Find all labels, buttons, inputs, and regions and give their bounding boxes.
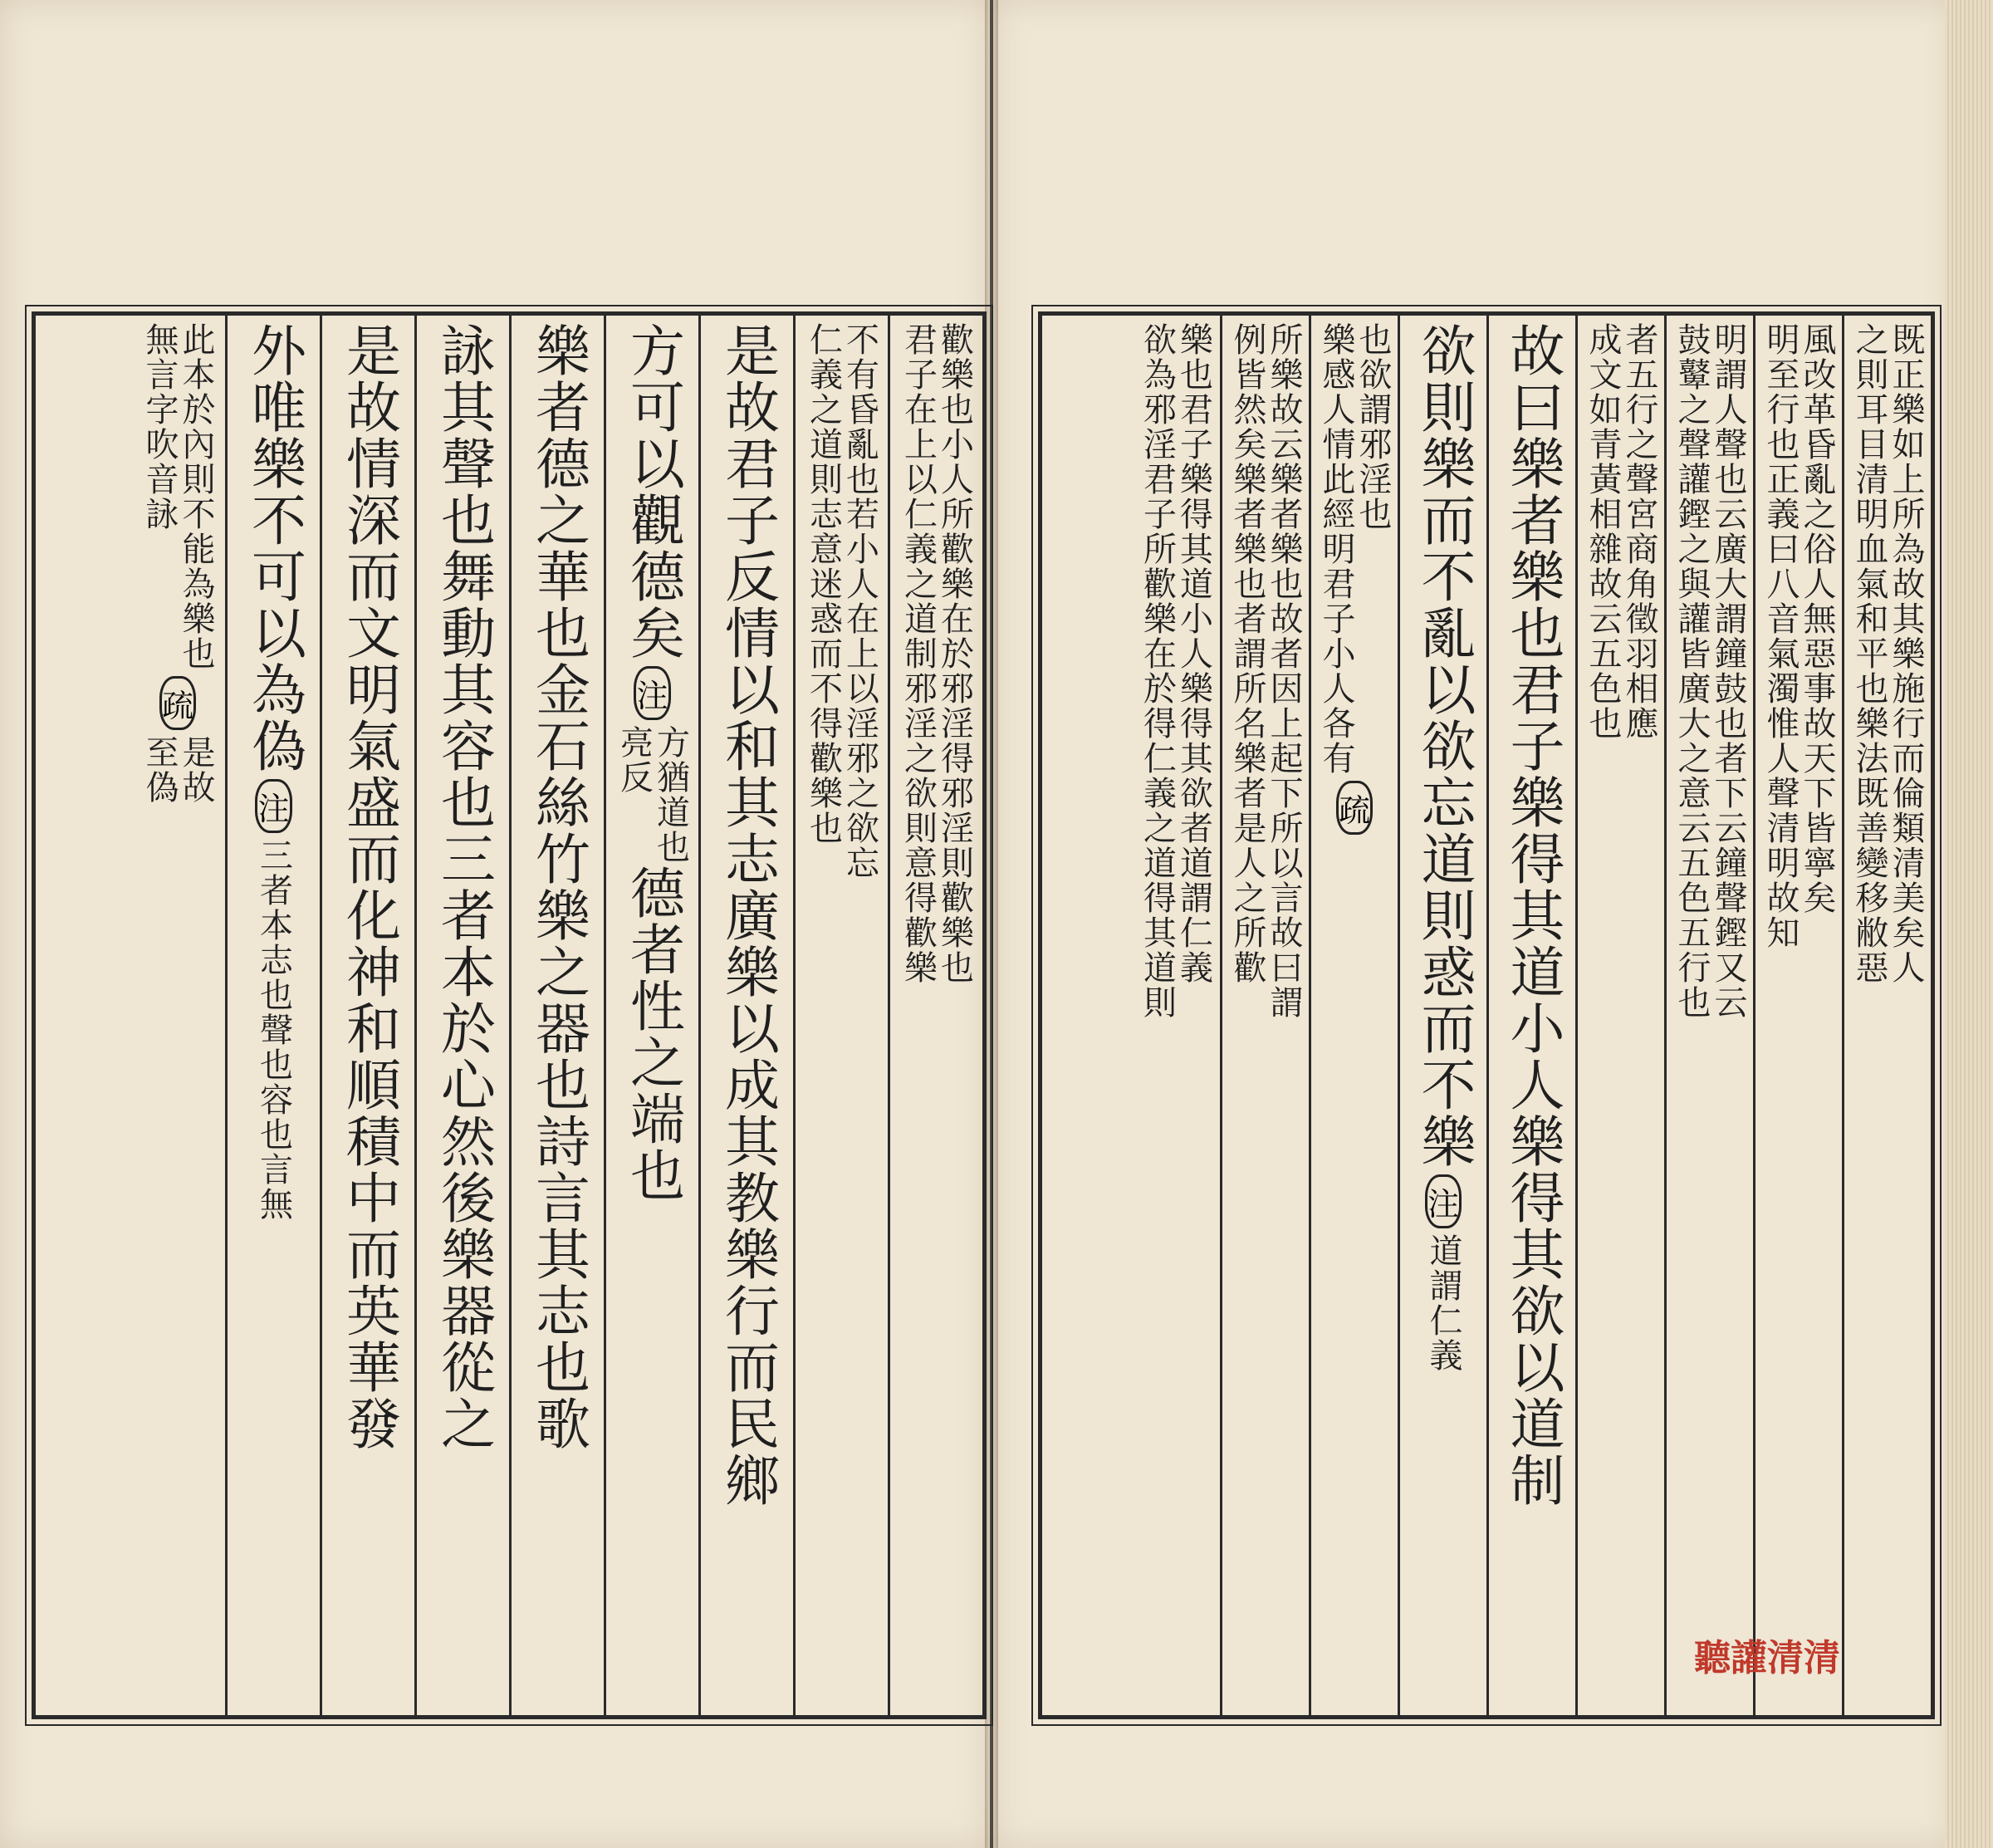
main-text: 詠其聲也舞動其容也三者本於心然後樂器從之 [431, 322, 496, 1452]
main-text: 是故君子反情以和其志廣樂以成其教樂行而民鄉 [715, 322, 780, 1508]
annotation-pair [1138, 322, 1213, 1020]
main-text: 樂者德之華也金石絲竹樂之器也詩言其志也歌 [526, 322, 590, 1452]
annotation-pair [140, 322, 215, 671]
red-annotation-seal: 聽讙清清 [1694, 1637, 1840, 1679]
left-column-9 [130, 316, 225, 1715]
right-text-frame [1038, 311, 1935, 1719]
commentary-marker: 注 [255, 779, 291, 833]
binding-gutter [985, 0, 998, 1848]
annotation-line: 欲為邪淫君子所歡樂在於得仁義之道得其道則 [1138, 322, 1177, 1020]
annotation-pair [254, 838, 293, 1222]
left-columns [36, 316, 982, 1715]
annotation-pair [804, 322, 879, 880]
annotation-line: 方猶道也 [651, 725, 690, 865]
right-columns [1042, 316, 1931, 1715]
annotation-line: 者五行之聲宮商角徵羽相應 [1620, 322, 1658, 741]
annotation-line: 鼓鼙之聲讙鏗之與讙皆廣大之意云五色五行也 [1672, 322, 1711, 1020]
right-column-5 [1486, 316, 1575, 1715]
left-column-3 [698, 316, 793, 1715]
commentary-marker: 注 [634, 666, 670, 720]
left-text-frame [32, 311, 987, 1719]
annotation-line: 風改革昏亂之俗人無惡事故天下皆寧矣 [1798, 322, 1836, 915]
right-column-9 [1131, 316, 1220, 1715]
right-column-2 [1753, 316, 1842, 1715]
annotation-line: 是故 [177, 735, 215, 805]
annotation-line: 所樂故云樂者樂也故者因上起下所以言故曰謂 [1265, 322, 1303, 1020]
page-edges [1945, 0, 1993, 1848]
annotation-pair [1424, 1233, 1462, 1373]
annotation-line: 至偽 [140, 735, 179, 805]
annotation-line: 明謂人聲也云廣大謂鐘鼓也者下云鐘聲鏗又云 [1709, 322, 1747, 1020]
right-column-1 [1842, 316, 1931, 1715]
annotation-line: 也欲謂邪淫也 [1354, 322, 1392, 532]
annotation-line: 例皆然矣樂者樂也者謂所名樂者是人之所歡 [1228, 322, 1266, 985]
left-column-6 [414, 316, 509, 1715]
left-column-7 [320, 316, 414, 1715]
annotation-pair [140, 735, 215, 805]
main-text-continued: 德者性之端也 [620, 865, 685, 1203]
annotation-line: 明至行也正義曰八音氣濁惟人聲清明故知 [1761, 322, 1800, 950]
right-column-6 [1398, 316, 1486, 1715]
annotation-line: 樂感人情此經明君子小人各有 [1317, 322, 1355, 776]
left-column-4 [604, 316, 698, 1715]
annotation-line: 仁義之道則志意迷惑而不得歡樂也 [804, 322, 843, 846]
left-column-8 [225, 316, 320, 1715]
main-text: 是故情深而文明氣盛而化神和順積中而英華發 [336, 322, 401, 1452]
left-column-5 [509, 316, 604, 1715]
left-column-2 [793, 316, 888, 1715]
right-column-3 [1664, 316, 1753, 1715]
annotation-line: 道謂仁義 [1424, 1233, 1462, 1373]
annotation-line: 既正樂如上所為故其樂施行而倫類清美矣人 [1887, 322, 1925, 985]
annotation-line: 此本於內則不能為樂也 [177, 322, 215, 671]
main-text: 外唯樂不可以為偽 [242, 322, 306, 774]
annotation-pair [1228, 322, 1303, 1020]
annotation-line: 成文如青黃相雜故云五色也 [1584, 322, 1622, 741]
annotation-line: 無言字吹音詠 [140, 322, 179, 532]
commentary-marker: 注 [1425, 1174, 1462, 1228]
main-text: 欲則樂而不亂以欲忘道則惑而不樂 [1412, 322, 1476, 1169]
right-column-7 [1309, 316, 1398, 1715]
commentary-marker: 疏 [1336, 781, 1373, 835]
annotation-pair [1761, 322, 1836, 950]
annotation-line: 亮反 [615, 725, 654, 795]
annotation-pair [1850, 322, 1925, 985]
annotation-pair [615, 725, 690, 865]
main-text: 方可以觀德矣 [620, 322, 685, 661]
main-text: 故曰樂者樂也君子樂得其道小人樂得其欲以道制 [1501, 322, 1565, 1508]
annotation-line: 歡樂也小人所歡樂在於邪淫得邪淫則歡樂也 [935, 322, 974, 985]
annotation-line: 君子在上以仁義之道制邪淫之欲則意得歡樂 [899, 322, 938, 985]
annotation-pair [1317, 322, 1392, 776]
right-column-8 [1220, 316, 1309, 1715]
left-column-1 [888, 316, 982, 1715]
annotation-line: 樂也君子樂得其道小人樂得其欲者道謂仁義 [1174, 322, 1213, 985]
annotation-line: 三者本志也聲也容也言無 [254, 838, 293, 1222]
annotation-pair [1586, 322, 1656, 741]
commentary-marker: 疏 [159, 676, 196, 730]
annotation-pair [1672, 322, 1747, 1020]
annotation-line: 不有昏亂也若小人在上以淫邪之欲忘 [840, 322, 879, 880]
annotation-line: 之則耳目清明血氣和平也樂法既善變移敝惡 [1850, 322, 1888, 985]
annotation-pair [899, 322, 974, 985]
right-column-4 [1575, 316, 1664, 1715]
